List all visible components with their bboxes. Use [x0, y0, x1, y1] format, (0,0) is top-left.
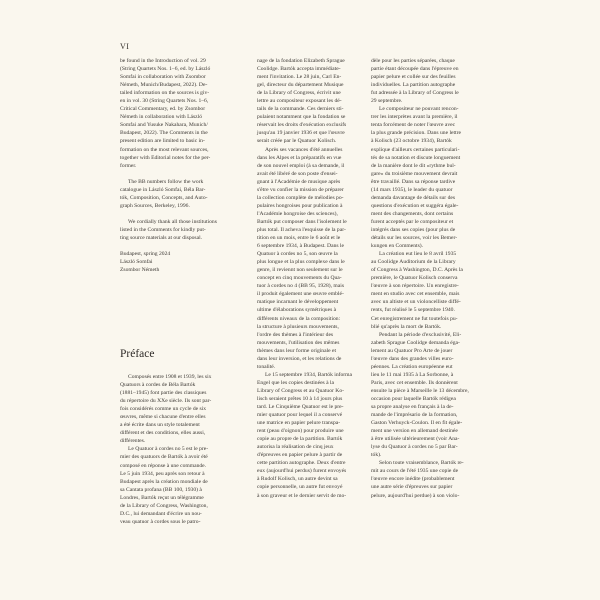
text-line: avait été libéré de son poste d'ensei-	[257, 170, 338, 177]
text-line: explique d'ailleurs certaines particulari-	[371, 146, 460, 153]
text-line: gnant à l'Académie de musique après	[257, 178, 341, 185]
text-line: à son graveur et le dernier servit de mo-	[257, 492, 347, 499]
text-line: tenta forcément de noter l'œuvre avec	[371, 122, 456, 129]
text-line: lettre au compositeur exposant les dé-	[257, 98, 342, 105]
text-line: of Congress à Washington, D.C. Après la	[371, 267, 463, 274]
text-line: s'être vu confier la mission de préparer	[257, 186, 344, 193]
text-line: tailed information on the sources is giv-	[120, 90, 210, 97]
preface-text-col3	[371, 57, 491, 500]
text-line: partie étant découpée dans l'épreuve en	[371, 66, 459, 73]
text-line: Selon toute vraisemblance, Bartók re-	[379, 460, 464, 467]
column-1-top	[120, 57, 240, 274]
text-line: l'œuvre encore inédite (probablement	[371, 476, 455, 483]
text-line: sa Cantata profana (BB 100, 1930) à	[120, 486, 202, 493]
text-line: 6 septembre 1934, à Budapest. Dans le	[257, 243, 344, 250]
text-line: ensuite la pièce à Marseille le 13 décembre,	[371, 387, 469, 394]
text-line: jusqu'au 19 janvier 1936 et que l'œuvre	[257, 130, 345, 137]
text-line: Pendant la période d'exclusivité, Eli-	[379, 331, 462, 338]
text-line: fut adressée à la Library of Congress le	[371, 90, 459, 97]
text-line: de la Library of Congress, Washington,	[120, 502, 208, 509]
text-line: mande de l'imprésario de la formation,	[371, 412, 458, 419]
text-line: rents, fut réalisé le 5 septembre 1940.	[371, 307, 455, 314]
text-line: détails sur les sources, voir les Bemer-	[371, 235, 458, 242]
text-line: Somfai in collaboration with Zsombor	[120, 74, 206, 81]
text-line: thèmes dans leur forme originale et	[257, 347, 337, 354]
text-line: Le Quatuor à cordes no 5 est le pre-	[128, 446, 209, 453]
text-line: Paris, avec cet ensemble. Ils donnèrent	[371, 379, 458, 386]
text-line: d'épreuves en papier pelure à partir de	[257, 452, 343, 459]
text-line: de la Library of Congress, écrivit une	[257, 90, 341, 97]
introduction-note	[120, 57, 240, 170]
text-line: Londres, Bartók reçut un télégramme	[120, 494, 204, 501]
column-3	[371, 57, 491, 500]
preface-text-col1	[120, 373, 240, 526]
text-line: tuor à cordes no 4 (BB 95, 1928), mais	[257, 283, 345, 290]
thanks-note	[120, 218, 240, 242]
text-line: pelure, aujourd'hui perdue) à son violo-	[371, 492, 460, 499]
text-line: gel, directeur du département Musique	[257, 82, 344, 89]
text-line: D.C., lui demandant d'écrire un nou-	[120, 510, 202, 517]
text-line: (14 mars 1935), le leader du quatuor	[371, 186, 453, 193]
text-line: Le 15 septembre 1934, Bartók informa	[265, 371, 352, 378]
text-line: Coolidge. Bartók accepta immédiate-	[257, 66, 341, 73]
text-line: plus total. Il acheva l'esquisse de la par-	[257, 226, 346, 233]
text-line: ment une version en allemand destinée	[371, 428, 458, 435]
text-line: graph Sources, Berkeley, 1996.	[120, 202, 190, 209]
text-line: The BB numbers follow the work	[128, 178, 204, 185]
text-line: eux (aujourd'hui perdus) furent envoyés	[257, 468, 347, 475]
text-line: plus longue et la plus complexe dans le	[257, 259, 345, 266]
text-line: il produit également une œuvre emblé-	[257, 291, 344, 298]
text-line: copie au propre de la partition. Bartók	[257, 436, 343, 443]
text-line: Budapest, spring 2024	[120, 251, 171, 258]
text-line: present edition are limited to basic in-	[120, 138, 205, 145]
text-line: péennes. La création européenne eut	[371, 363, 453, 370]
text-line: questions d'exécution et suggéra égale-	[371, 202, 459, 209]
text-line: intégrés dans ses copies (pour plus de	[371, 226, 456, 233]
text-line: nage de la fondation Elizabeth Sprague	[257, 58, 345, 64]
text-line: être travaillé. Dans sa réponse tardive	[371, 178, 456, 185]
text-line: tés de sa notation et discute longuement	[371, 154, 461, 161]
text-line: tók).	[371, 452, 382, 459]
text-line: Németh, Munich/Budapest, 2022). De-	[120, 82, 208, 89]
text-line: together with Editorial notes for the per-	[120, 154, 211, 161]
text-line: Le 5 juin 1934, peu après son retour à	[120, 470, 205, 477]
text-line: dans les Alpes et la préparatifs en vue	[257, 154, 342, 161]
text-line: Zsombor Németh	[120, 267, 160, 274]
text-line: catalogue in László Somfai, Béla Bar-	[120, 186, 206, 193]
text-line: mouvements, l'utilisation des mêmes	[257, 339, 340, 346]
text-line: be found in the Introduction of vol. 29	[120, 58, 206, 64]
text-line: lyse du Quatuor à cordes no 5 par Bar-	[371, 444, 458, 451]
column-2	[257, 57, 377, 500]
text-line: genre, il reviennt non seulement sur le	[257, 267, 343, 274]
text-line: différentes.	[120, 438, 146, 445]
text-line: copie personnelle, un autre fut envoyé	[257, 484, 343, 491]
text-line: ment en studio avec cet ensemble, mais	[371, 291, 460, 298]
text-line: Cet enregistrement ne fut toutefois pu-	[371, 315, 458, 322]
text-line: La création eut lieu le 8 avril 1935	[379, 251, 457, 258]
text-line: tition en un mois, entre le 6 août et le	[257, 235, 341, 242]
page-number: VI	[120, 42, 130, 51]
text-line: fois considérés comme un cycle de six	[120, 406, 207, 413]
text-line: occasion pour laquelle Bartók rédigea	[371, 395, 456, 402]
text-line: zabeth Sprague Coolidge demanda éga-	[371, 339, 460, 346]
text-line: à Kolisch (23 octobre 1934), Bartók	[371, 138, 452, 145]
text-line: à être utilisée ultérieurement (voir Ana-	[371, 436, 460, 443]
preface-text-col2	[257, 57, 377, 500]
text-line: autorisa la réalisation de cinq jeux	[257, 444, 334, 451]
text-line: œuvres, même si chacune d'entre elles	[120, 414, 206, 421]
text-line: pulaires hongroises pour publication à	[257, 202, 343, 209]
text-line: Le compositeur ne pouvant rencon-	[379, 106, 459, 113]
text-line: la collection complète de mélodies po-	[257, 194, 344, 201]
text-line: ultime d'élaborations symétriques à	[257, 307, 337, 314]
text-line: Budapest, 2022). The Comments in the	[120, 130, 208, 137]
text-line: ment des changements, dont certains	[371, 210, 454, 217]
text-line: kungen en Comments).	[371, 243, 424, 250]
text-line: dèle pour les parties séparées, chaque	[371, 58, 455, 64]
text-line: tard. Le Cinquième Quatuor est le pre-	[257, 404, 344, 411]
text-line: cette partition autographe. Deux d'entre	[257, 460, 346, 467]
text-line: papier pelure et collée sur des feuilles	[371, 74, 456, 81]
text-line: de son nouvel emploi (à sa demande, il	[257, 162, 345, 169]
column-1-preface	[120, 373, 240, 526]
text-line: lieu le 11 mai 1935 à La Sorbonne, à	[371, 371, 454, 378]
text-line: Budapest après la création mondiale de	[120, 478, 208, 485]
text-line: une autre série d'épreuves sur papier	[371, 484, 453, 491]
text-line: composé en réponse à une commande.	[120, 462, 207, 469]
text-line: matique incarnant le développement	[257, 299, 339, 306]
text-line: Quatuor à cordes no 5, son œuvre la	[257, 251, 338, 258]
text-line: tails de la commande. Ces derniers sti-	[257, 106, 344, 113]
text-line: dans leur inversion, et les relations de	[257, 355, 342, 362]
text-line: demanda davantage de détails sur des	[371, 194, 456, 201]
text-line: mit au cours de l'été 1935 une copie de	[371, 468, 459, 475]
text-line: tonalité.	[257, 363, 276, 370]
text-line: mier des quatuors de Bartók à avoir été	[120, 454, 208, 461]
text-line: pulaient notamment que la fondation se	[257, 114, 346, 121]
text-line: lement au Quatuor Pro Arte de jouer	[371, 347, 453, 354]
text-line: l'œuvre à son répertoire. Un enregistre-	[371, 283, 459, 290]
text-line: la plus grande précision. Dans une lettre	[371, 130, 461, 137]
text-line: Composés entre 1908 et 1939, les six	[128, 374, 212, 380]
text-line: furent acceptés par le compositeur et	[371, 218, 454, 225]
text-line: listed in the Comments for kindly put-	[120, 226, 206, 233]
text-line: rent (peau d'oignon) pour produire une	[257, 428, 344, 435]
text-line: We cordially thank all those institutions	[128, 218, 217, 225]
text-line: première, le Quatuor Kolisch conserva	[371, 275, 458, 282]
text-line: l'œuvre dans des grandes villes euro-	[371, 355, 454, 362]
text-line: veau quatuor à cordes sous le patro-	[120, 518, 201, 525]
text-line: tók, Composition, Concepts, and Auto-	[120, 194, 208, 201]
text-line: Quatuors à cordes de Béla Bartók	[120, 382, 196, 389]
text-line: Engel que les copies destinées à la	[257, 379, 335, 386]
text-line: du répertoire du XXe siècle. Ils sont par-	[120, 398, 212, 405]
text-line: avec un altiste et un violoncelliste diffé-	[371, 299, 461, 306]
text-line: réservait les droits d'exécution exclusifs	[257, 122, 347, 129]
text-line: au Coolidge Auditorium de la Library	[371, 259, 456, 266]
preface-heading: Préface	[120, 347, 155, 360]
text-line: trer les interprètes avant la première, il	[371, 114, 458, 121]
text-line: sa propre analyse en français à la de-	[371, 404, 454, 411]
text-line: l'ordre des thèmes à l'intérieur des	[257, 331, 334, 338]
text-line: Németh in collaboration with László	[120, 114, 203, 121]
text-line: une matrice en papier pelure transpa-	[257, 420, 341, 427]
text-line: former.	[120, 162, 137, 169]
text-line: formation on the most relevant sources,	[120, 146, 209, 153]
text-line: à Rudolf Kolisch, un autre devint sa	[257, 476, 338, 483]
text-line: la structure à plusieurs mouvements,	[257, 323, 339, 330]
text-line: Somfai and Yusuke Nakahara, Munich/	[120, 122, 208, 129]
text-line: László Somfai	[120, 259, 153, 266]
text-line: Critical Commentary, ed. by Zsombor	[120, 106, 206, 113]
signature-block	[120, 250, 240, 274]
text-line: individuelles. La partition autographe	[371, 82, 456, 89]
bb-numbers-note	[120, 178, 240, 210]
text-line: Après ses vacances d'été annuelles	[265, 146, 343, 153]
text-line: concept en cinq mouvements du Qua-	[257, 275, 342, 282]
text-line: ment l'invitation. Le 28 juin, Carl En-	[257, 74, 342, 81]
text-line: différents niveaux de la composition:	[257, 315, 341, 322]
text-line: Bartók put composer dans l'isolement le	[257, 218, 347, 225]
text-line: Library of Congress et au Quatuor Ko-	[257, 387, 344, 394]
text-line: ting source materials at our disposal.	[120, 235, 203, 242]
text-line: en in vol. 30 (String Quartets Nos. 1–6,	[120, 98, 209, 105]
text-line: lisch seraient prêtes 10 à 14 jours plus	[257, 395, 343, 402]
text-line: Gaston Verhuyck-Coulon. Il en fit égale-	[371, 420, 463, 427]
text-line: différent et des conditions, elles aussi,	[120, 430, 206, 437]
text-line: a été écrite dans un style totalement	[120, 422, 200, 429]
text-line: de la manière dont le dit «rythme bul-	[371, 162, 456, 169]
text-line: (String Quartets Nos. 1–6, ed. by László	[120, 66, 211, 73]
text-line: (1881–1945) font partie des classiques	[120, 390, 207, 397]
text-line: gare» du troisième mouvement devrait	[371, 170, 458, 177]
text-line: 29 septembre.	[371, 98, 403, 105]
text-line: mier quatuor pour lequel il a conservé	[257, 412, 343, 419]
text-line: l'Académie hongroise des sciences),	[257, 210, 338, 217]
text-line: blié qu'après la mort de Bartók.	[371, 323, 442, 330]
text-line: serait créée par le Quatuor Kolisch.	[257, 138, 337, 145]
